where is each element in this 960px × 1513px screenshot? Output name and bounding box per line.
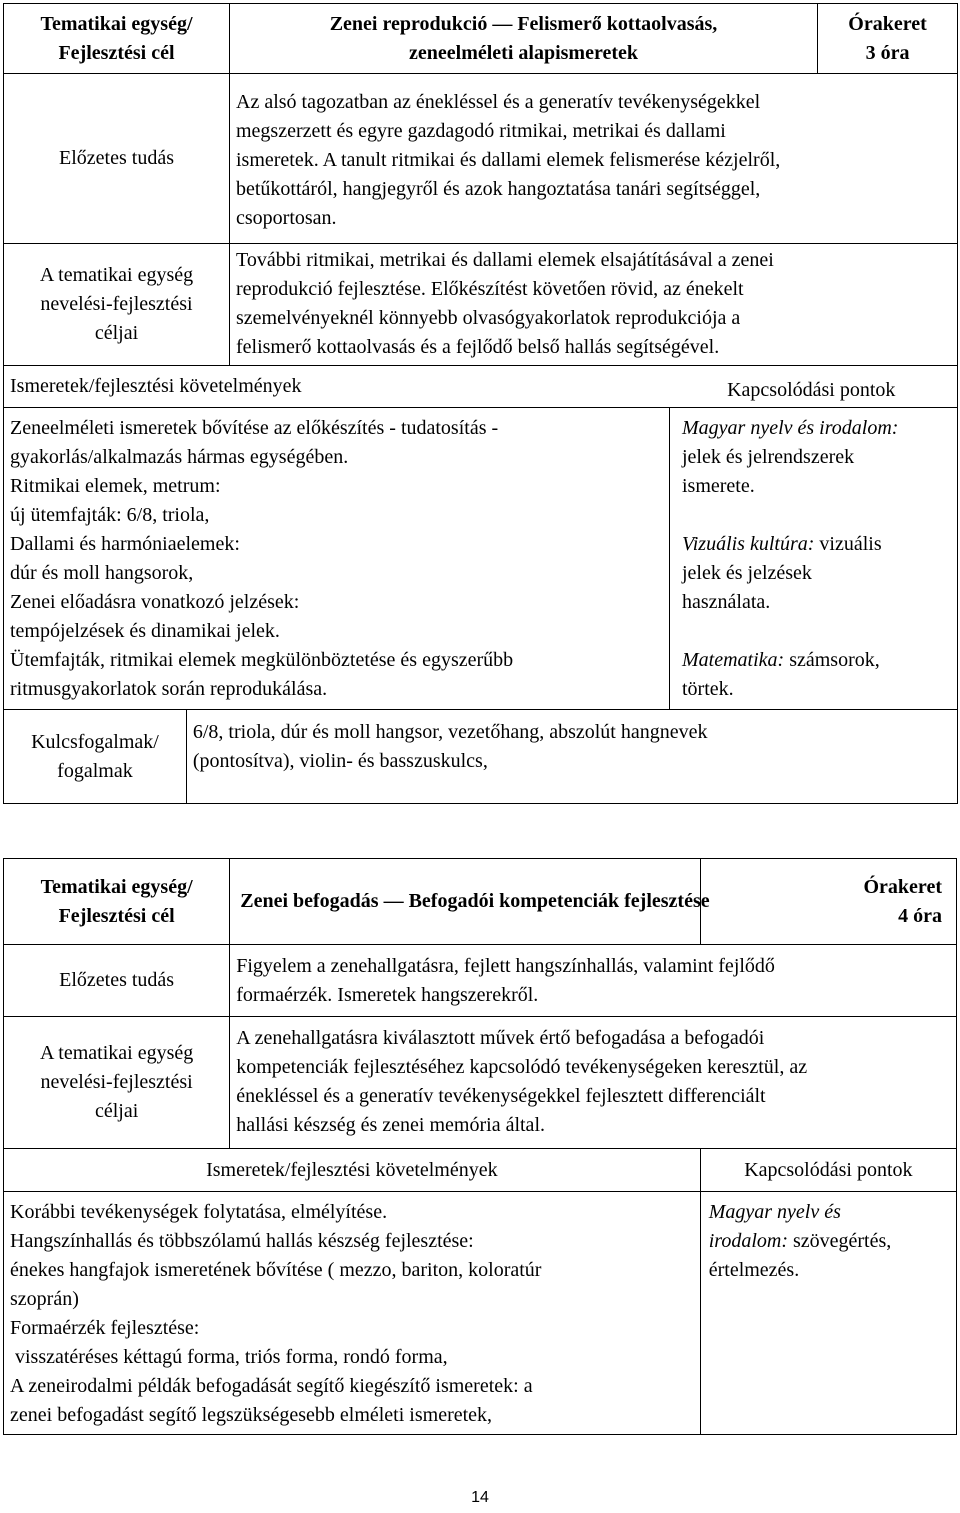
prior-knowledge-text: Figyelem a zenehallgatásra, fejlett hangszínhallás, valamint fejlődő formaérzék. Ismeretek hangszerekről. <box>230 945 957 1017</box>
key-concepts-label: Kulcsfogalmak/ fogalmak <box>4 710 187 803</box>
requirements-header: Ismeretek/fejlesztési követelmények <box>4 1149 701 1192</box>
goals-label: A tematikai egység nevelési-fejlesztési céljai <box>4 244 230 366</box>
connections-text <box>670 408 958 710</box>
connection-item: Vizuális kultúra: vizuális jelek és jelzések használata. <box>682 533 882 613</box>
unit-title: Zenei reprodukció — Felismerő kottaolvasás, <box>329 12 718 35</box>
hours-cell <box>818 4 958 74</box>
connections-header: Kapcsolódási pontok <box>670 366 958 408</box>
curriculum-table-reproduction <box>3 3 958 804</box>
curriculum-table-reception <box>3 858 957 1435</box>
connections-header: Kapcsolódási pontok <box>700 1149 956 1192</box>
page-number: 14 <box>471 1489 489 1506</box>
connection-item: Magyar nyelv és irodalom: jelek és jelrendszerek ismerete. <box>682 417 899 497</box>
unit-title: Zenei befogadás — Befogadói kompetenciák fejlesztése <box>240 890 710 912</box>
hours-value: 3 óra <box>865 41 910 64</box>
goals-label: A tematikai egység nevelési-fejlesztési céljai <box>4 1017 230 1149</box>
prior-knowledge-label: Előzetes tudás <box>4 945 230 1017</box>
hours-label: Órakeret <box>863 875 942 898</box>
requirements-text: Zeneelméleti ismeretek bővítése az előkészítés - tudatosítás - gyakorlás/alkalmazás hármas egységében. Ritmikai elemek, metrum: új ütemfajták: 6/8, triola, Dallami és harmóniaelemek: dúr és moll hangsorok, Zenei előadásra vonatkozó jelzések: tempójelzések és dinamikai jelek. Ütemfajták, ritmikai elemek megkülönböztetése és egyszerűbb ritmusgyakorlatok során reprodukálása. <box>4 408 670 710</box>
goals-text: A zenehallgatásra kiválasztott művek értő befogadása a befogadói kompetenciák fejlesztéséhez kapcsolódó tevékenységeken keresztül, az énekléssel és a generatív tevékenységekkel fejlesztett differenciált hallási készség és zenei memória által. <box>230 1017 957 1149</box>
goals-text: További ritmikai, metrikai és dallami elemek elsajátításával a zenei reprodukció fejlesztése. Előkészítést követően rövid, az énekelt szemelvényeknél könnyebb olvasógyakorlatok reprodukciója a felismerő kottaolvasás és a fejlődő belső hallás segítségével. <box>230 244 958 366</box>
requirements-header: Ismeretek/fejlesztési követelmények <box>4 366 670 408</box>
key-concepts-text: 6/8, triola, dúr és moll hangsor, vezetőhang, abszolút hangnevek (pontosítva), violin- és basszuskulcs, <box>192 721 708 772</box>
hours-value: 4 óra <box>898 904 942 927</box>
unit-label-cell: Tematikai egység/ Fejlesztési cél <box>4 859 230 945</box>
prior-knowledge-text: Az alsó tagozatban az énekléssel és a generatív tevékenységekkel megszerzett és egyre gazdagodó ritmikai, metrikai és dallami ismeretek. A tanult ritmikai és dallami elemek felismerése kézjelről, betűkottáról, hangjegyről és azok hangoztatása tanári segítséggel, csoportosan. <box>230 74 958 244</box>
hours-cell <box>700 859 956 945</box>
unit-title-cell: Zenei reprodukció — Felismerő kottaolvasás, zeneelméleti alapismeretek <box>230 4 818 74</box>
unit-label-cell: Tematikai egység/ Fejlesztési cél <box>4 4 230 74</box>
unit-title-cell <box>230 859 710 945</box>
hours-label: Órakeret <box>848 12 927 35</box>
prior-knowledge-label: Előzetes tudás <box>4 74 230 244</box>
connection-item: Matematika: számsorok, törtek. <box>682 649 880 700</box>
requirements-text: Korábbi tevékenységek folytatása, elmélyítése. Hangszínhallás és többszólamú hallás készség fejlesztése: énekes hangfajok ismeretének bővítése ( mezzo, bariton, koloratúr szoprán) Formaérzék fejlesztése: visszatéréses kéttagú forma, triós forma, rondó forma, A zeneirodalmi példák befogadását segítő kiegészítő ismeretek: a zenei befogadást segítő legszükségesebb elméleti ismeretek, <box>4 1192 701 1435</box>
connections-text: Magyar nyelv és irodalom: szövegértés, értelmezés. <box>700 1192 956 1435</box>
